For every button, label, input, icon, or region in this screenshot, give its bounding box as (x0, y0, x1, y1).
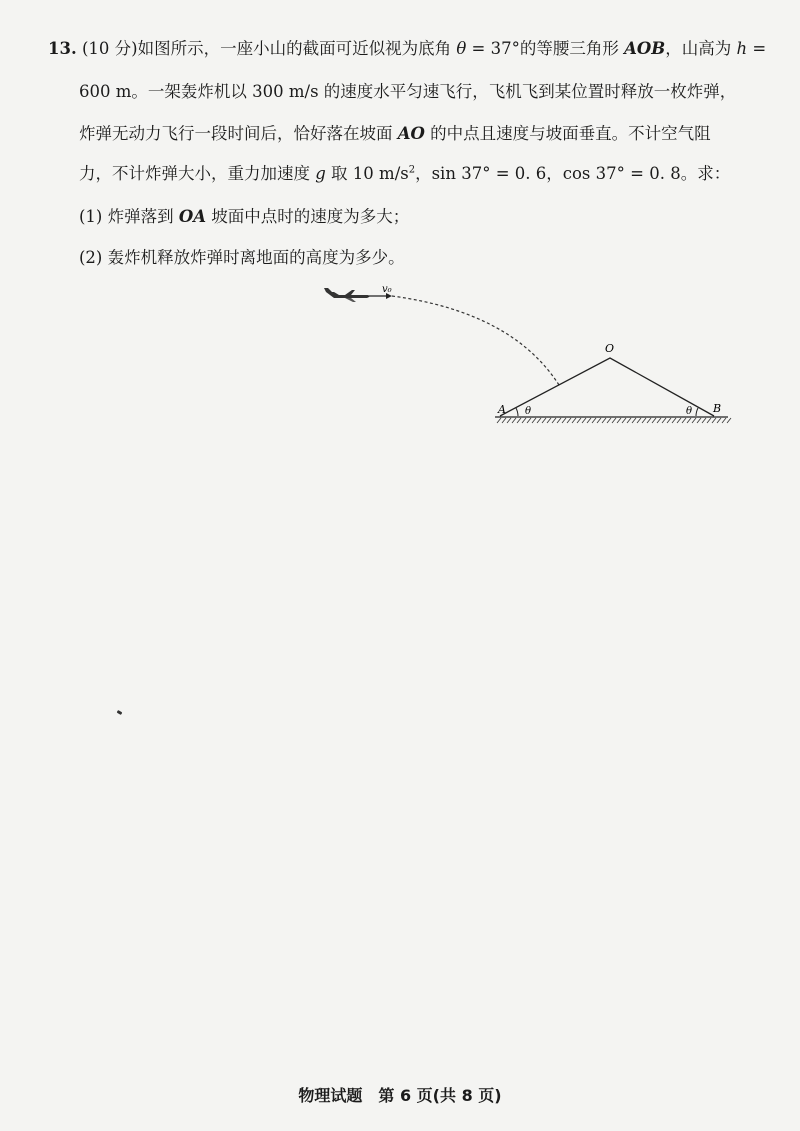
hatch-mark (577, 418, 581, 423)
hatch-mark (722, 418, 726, 423)
label-O: O (605, 342, 615, 355)
hatch-mark (677, 418, 681, 423)
hatch-mark (522, 418, 526, 423)
question-text: 的中点且速度与坡面垂直。不计空气阻 (424, 124, 711, 143)
hatch-mark (602, 418, 606, 423)
question-text: (2) 轰炸机释放炸弹时离地面的高度为多少。 (79, 248, 405, 267)
hill-triangle (500, 358, 714, 416)
hatch-mark (707, 418, 711, 423)
hatch-mark (727, 418, 731, 423)
airplane-icon (324, 288, 370, 302)
theta-symbol: θ (456, 39, 467, 58)
hatch-mark (627, 418, 631, 423)
question-text: (1) 炸弹落到 (79, 207, 179, 226)
slope-name: AO (397, 124, 425, 143)
question-text: = (747, 39, 767, 58)
gravity-symbol: g (315, 164, 326, 183)
hatch-mark (562, 418, 566, 423)
hatch-mark (502, 418, 506, 423)
hatch-mark (672, 418, 676, 423)
hatch-mark (667, 418, 671, 423)
question-text: 如图所示，一座小山的截面可近似视为底角 (137, 39, 457, 58)
superscript: 2 (408, 164, 416, 176)
hatch-mark (617, 418, 621, 423)
label-A: A (498, 403, 506, 416)
hatch-mark (587, 418, 591, 423)
question-text: 600 m。一架轰炸机以 300 m/s 的速度水平匀速飞行，飞机飞到某位置时释放一枚炸弹， (79, 82, 737, 101)
hatch-mark (612, 418, 616, 423)
trajectory-path (392, 296, 559, 385)
hatch-mark (572, 418, 576, 423)
hatch-mark (607, 418, 611, 423)
label-v0: v₀ (382, 284, 392, 295)
question-text: 坡面中点时的速度为多大； (206, 207, 410, 226)
physics-figure (0, 0, 800, 460)
label-theta-right: θ (686, 406, 693, 417)
label-B: B (713, 402, 722, 415)
hatch-mark (557, 418, 561, 423)
hatch-mark (512, 418, 516, 423)
hatch-mark (527, 418, 531, 423)
page-footer: 物理试题 第 6 页(共 8 页) (298, 1086, 502, 1105)
angle-arc-left (516, 408, 518, 416)
hatch-mark (507, 418, 511, 423)
hatch-mark (597, 418, 601, 423)
hatch-mark (592, 418, 596, 423)
slope-name: OA (178, 207, 207, 226)
question-text: ，山高为 (665, 39, 737, 58)
question-text: = 37°的等腰三角形 (466, 39, 625, 58)
hatch-mark (682, 418, 686, 423)
question-text: 力，不计炸弹大小，重力加速度 (79, 164, 316, 183)
question-number: 13. (48, 39, 77, 58)
angle-arc-right (696, 408, 698, 416)
hatch-mark (517, 418, 521, 423)
question-text: 取 10 m/s (325, 164, 409, 183)
hatch-mark (687, 418, 691, 423)
hatch-mark (702, 418, 706, 423)
hatch-mark (657, 418, 661, 423)
hatch-mark (637, 418, 641, 423)
hatch-mark (632, 418, 636, 423)
hatch-mark (712, 418, 716, 423)
hatch-mark (537, 418, 541, 423)
height-symbol: h (736, 39, 748, 58)
question-text: ，sin 37° = 0. 6，cos 37° = 0. 8。求： (415, 164, 731, 183)
hatch-mark (582, 418, 586, 423)
paper-speck (117, 710, 123, 715)
hatch-mark (692, 418, 696, 423)
triangle-name: AOB (624, 39, 666, 58)
question-score: (10 分) (81, 39, 138, 58)
ground-hatching (497, 418, 731, 423)
hatch-mark (497, 418, 501, 423)
hatch-mark (567, 418, 571, 423)
hatch-mark (662, 418, 666, 423)
hatch-mark (532, 418, 536, 423)
hatch-mark (552, 418, 556, 423)
hatch-mark (697, 418, 701, 423)
question-text: 炸弹无动力飞行一段时间后，恰好落在坡面 (79, 124, 398, 143)
hatch-mark (642, 418, 646, 423)
hatch-mark (547, 418, 551, 423)
label-theta-left: θ (525, 406, 532, 417)
hatch-mark (622, 418, 626, 423)
hatch-mark (652, 418, 656, 423)
hatch-mark (542, 418, 546, 423)
hatch-mark (717, 418, 721, 423)
hatch-mark (647, 418, 651, 423)
